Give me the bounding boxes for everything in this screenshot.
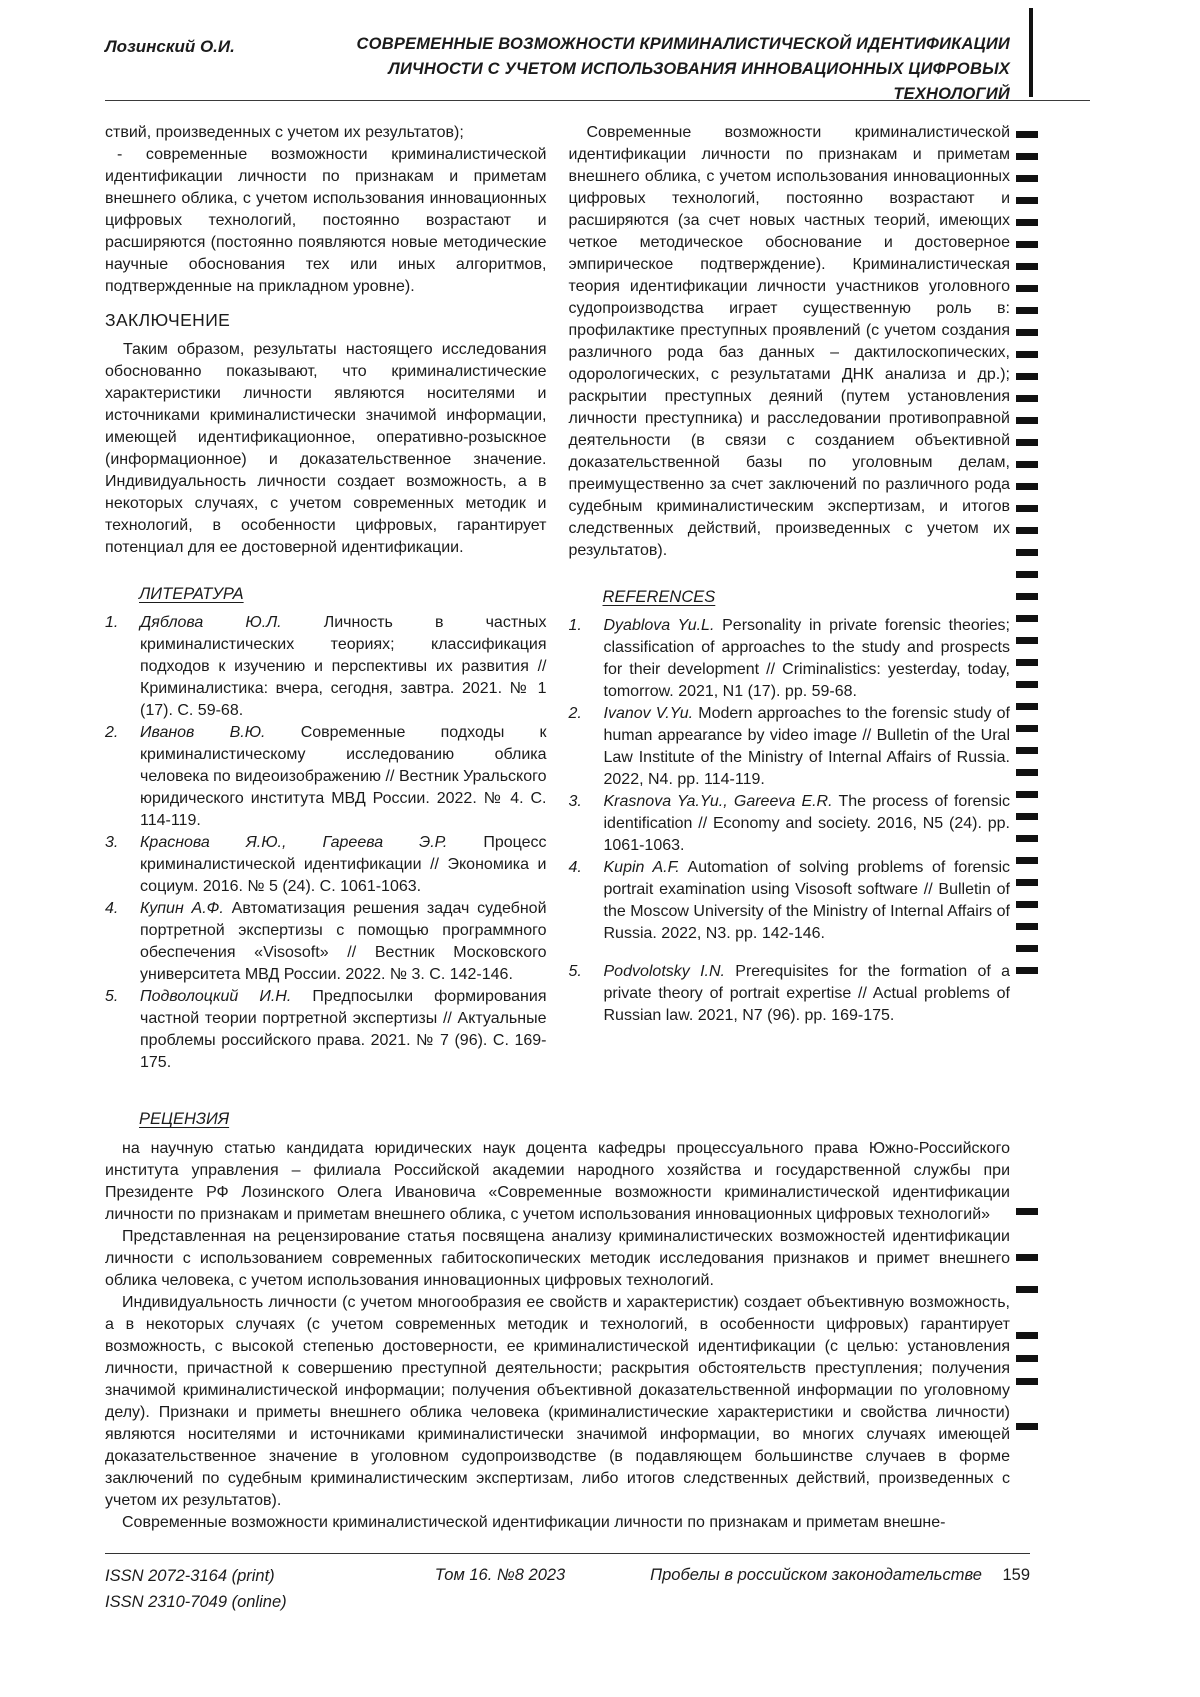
issue-info: Том 16. №8 2023 — [434, 1566, 566, 1584]
reference-text: Процесс криминалистической идентификации // Экономика и социум. 2016. № 5 (24). С. 1061-1063. — [140, 834, 547, 895]
reference-number: 3. — [105, 834, 119, 851]
conclusion-heading: ЗАКЛЮЧЕНИЕ — [105, 310, 231, 330]
references-heading: REFERENCES — [602, 588, 716, 606]
scan-artifact-mark — [1016, 1286, 1038, 1293]
reference-item — [569, 857, 1011, 945]
reference-author: Дяблова Ю.Л. — [140, 614, 282, 631]
reference-author: Купин А.Ф. — [140, 900, 224, 917]
reference-item — [569, 961, 1011, 1027]
paragraph-dash-item: - современные возможности криминалистической идентификации личности по признакам и приметам внешнего облика, с учетом использования инновационных цифровых технологий, постоянно возрастают и расширяются (постоянно появляются новые методические научные обоснования тех или иных алгоритмов, подтвержденные на прикладном уровне). — [105, 146, 547, 295]
scan-artifact-mark — [1016, 1423, 1038, 1430]
article-title-line1: СОВРЕМЕННЫЕ ВОЗМОЖНОСТИ КРИМИНАЛИСТИЧЕСКОЙ ИДЕНТИФИКАЦИИ — [356, 35, 1010, 53]
literature-list — [105, 612, 547, 1074]
reference-item — [105, 722, 547, 832]
scan-artifact-mark — [1016, 1254, 1038, 1261]
literature-heading: ЛИТЕРАТУРА — [139, 585, 244, 603]
reference-number: 4. — [568, 859, 582, 876]
scan-artifact-mark — [1016, 1378, 1038, 1385]
reference-number: 3. — [568, 793, 582, 810]
reference-author: Подволоцкий И.Н. — [140, 988, 292, 1005]
header-divider — [105, 100, 1090, 101]
right-column — [569, 122, 1011, 1074]
journal-name: Пробелы в российском законодательстве — [650, 1566, 982, 1584]
body-paragraph: Современные возможности криминалистической идентификации личности по признакам и приметам внешнего облика, с учетом использования инновационных цифровых технологий, постоянно возрастают и расширяются (за счет новых частных теорий, имеющих четкое методическое обоснование и достоверное эмпирическое подтверждение). Криминалистическая теория идентификации личности участников уголовного судопроизводства играет существенную роль в: профилактике преступных проявлений (с учетом создания различного рода баз данных – дактилоскопических, одорологических, с результатами ДНК анализа и др.); раскрытии преступных деяний (путем установления личности преступника) и расследовании противоправной деятельности (в связи с созданием объективной доказательственной базы по уголовным делам, преимущественно за счет заключений по различного рода судебным криминалистическим экспертизам, и итогов следственных действий, произведенных с учетом их результатов). — [568, 124, 1010, 559]
issn-online: ISSN 2310-7049 (online) — [105, 1593, 287, 1611]
reference-text: Modern approaches to the forensic study of human appearance by video image // Bulletin of the Ural Law Institute of the Ministry of Internal Affairs of Russia. 2022, N4. pp. 114-119. — [603, 705, 1010, 788]
review-heading: РЕЦЕНЗИЯ — [139, 1110, 230, 1128]
reference-author: Kupin A.F. — [603, 859, 680, 876]
journal-info — [630, 1563, 1030, 1586]
reference-text: Automation of solving problems of forensic portrait examination using Visosoft software // Bulletin of the Moscow University of the Ministry of Internal Affairs of Russia. 2022, N3. pp. 142-146. — [603, 859, 1011, 942]
author-name: Лозинский О.И. — [105, 37, 235, 56]
page-number: 159 — [1002, 1566, 1030, 1584]
reference-number: 1. — [568, 617, 582, 634]
page-footer — [105, 1553, 1030, 1615]
review-section — [105, 1108, 1010, 1534]
reference-item — [105, 986, 547, 1074]
reference-author: Краснова Я.Ю., Гареева Э.Р. — [140, 834, 448, 851]
reference-author: Иванов В.Ю. — [140, 724, 266, 741]
reference-number: 2. — [568, 705, 582, 722]
references-list — [569, 615, 1011, 1027]
reference-item — [105, 612, 547, 722]
scan-artifact-mark — [1016, 1208, 1038, 1215]
reference-item — [105, 832, 547, 898]
reference-item — [105, 898, 547, 986]
conclusion-paragraph: Таким образом, результаты настоящего исследования обоснованно показывают, что криминалистические характеристики личности являются носителями и источниками криминалистически значимой информации, имеющей идентификационное, оперативно-розыскное (информационное) и доказательственное значение. Индивидуальность личности создает возможность, а в некоторых случаях, с учетом современных методик и технологий, в особенности цифровых, гарантирует потенциал для ее достоверной идентификации. — [105, 341, 547, 556]
review-paragraph: на научную статью кандидата юридических наук доцента кафедры процессуального права Южно-Российского института управления – филиала Российской академии народного хозяйства и государственной службы при Президенте РФ Лозинского Олега Ивановича «Современные возможности криминалистической идентификации личности по признакам и приметам внешнего облика, с учетом использования инновационных цифровых технологий» — [105, 1140, 1010, 1223]
scan-artifact-mark — [1016, 1355, 1038, 1362]
article-title-line2: ЛИЧНОСТИ С УЧЕТОМ ИСПОЛЬЗОВАНИЯ ИННОВАЦИОННЫХ ЦИФРОВЫХ ТЕХНОЛОГИЙ — [388, 60, 1010, 103]
reference-number: 5. — [105, 988, 119, 1005]
issn-block — [105, 1563, 370, 1615]
reference-item — [569, 615, 1011, 703]
reference-author: Dyablova Yu.L. — [603, 617, 715, 634]
reference-number: 5. — [568, 963, 582, 980]
reference-number: 4. — [105, 900, 119, 917]
review-paragraph: Современные возможности криминалистической идентификации личности по признакам и приметам внешне- — [122, 1514, 946, 1531]
issn-print: ISSN 2072-3164 (print) — [105, 1567, 275, 1585]
reference-author: Ivanov V.Yu. — [603, 705, 694, 722]
reference-text: Предпосылки формирования частной теории портретной экспертизы // Актуальные проблемы российского права. 2021. № 7 (96). С. 169-175. — [140, 988, 547, 1071]
paragraph-continuation: ствий, произведенных с учетом их результатов); — [105, 124, 464, 141]
reference-text: Prerequisites for the formation of a private theory of portrait expertise // Actual problems of Russian law. 2021, N7 (96). pp. 169-175. — [603, 963, 1011, 1024]
scan-artifact-mark — [1016, 1332, 1038, 1339]
reference-text: Personality in private forensic theories; classification of approaches to the study and prospects for their development // Criminalistics: yesterday, today, tomorrow. 2021, N1 (17). pp. 59-68. — [603, 617, 1011, 700]
reference-text: Автоматизация решения задач судебной портретной экспертизы с помощью программного обеспечения «Visosoft» // Вестник Московского университета МВД России. 2022. № 3. С. 142-146. — [140, 900, 547, 983]
two-column-body — [105, 122, 1010, 1074]
reference-author: Krasnova Ya.Yu., Gareeva E.R. — [603, 793, 833, 810]
reference-text: The process of forensic identification // Economy and society. 2016, N5 (24). pp. 1061-1063. — [603, 793, 1011, 854]
reference-item — [569, 703, 1011, 791]
page-content — [105, 122, 1010, 1534]
article-title — [290, 32, 1010, 107]
reference-number: 1. — [105, 614, 119, 631]
reference-author: Podvolotsky I.N. — [603, 963, 725, 980]
reference-text: Современные подходы к криминалистическому исследованию облика человека по видеоизображению // Вестник Уральского юридического института МВД России. 2022. № 4. С. 114-119. — [140, 724, 547, 829]
reference-number: 2. — [105, 724, 119, 741]
reference-text: Личность в частных криминалистических теориях; классификация подходов к изучению и перспективы их развития // Криминалистика: вчера, сегодня, завтра. 2021. № 1 (17). С. 59-68. — [140, 614, 547, 719]
review-paragraph: Индивидуальность личности (с учетом многообразия ее свойств и характеристик) создает объективную возможность, а в некоторых случаях (с учетом современных методик и технологий, в особенности цифровых) гарантирует возможность, с высокой степенью достоверности, ее криминалистической идентификации (с целью: установления личности, причастной к совершению преступной деятельности; раскрытия обстоятельств преступления; получения значимой криминалистической информации; получения объективной доказательственной информации по уголовному делу). Признаки и приметы внешнего облика человека (криминалистические характеристики и свойства личности) являются носителями и источниками криминалистически значимой информации, во многих случаях имеющей доказательственное значение в уголовном судопроизводстве (в подавляющем большинстве случаев в форме заключений по судебным криминалистическим экспертизам, либо итогов следственных действий, произведенных с учетом их результатов). — [105, 1294, 1010, 1509]
review-paragraph: Представленная на рецензирование статья посвящена анализу криминалистических возможностей идентификации личности с использованием современных габитоскопических методик исследования признаков и примет внешнего облика человека, с учетом использования инновационных цифровых технологий. — [105, 1228, 1010, 1289]
scan-artifact-line — [1029, 8, 1033, 97]
reference-item — [569, 791, 1011, 857]
page-header — [105, 32, 1010, 107]
scan-artifact-strip — [1016, 131, 1038, 986]
left-column — [105, 122, 547, 1074]
